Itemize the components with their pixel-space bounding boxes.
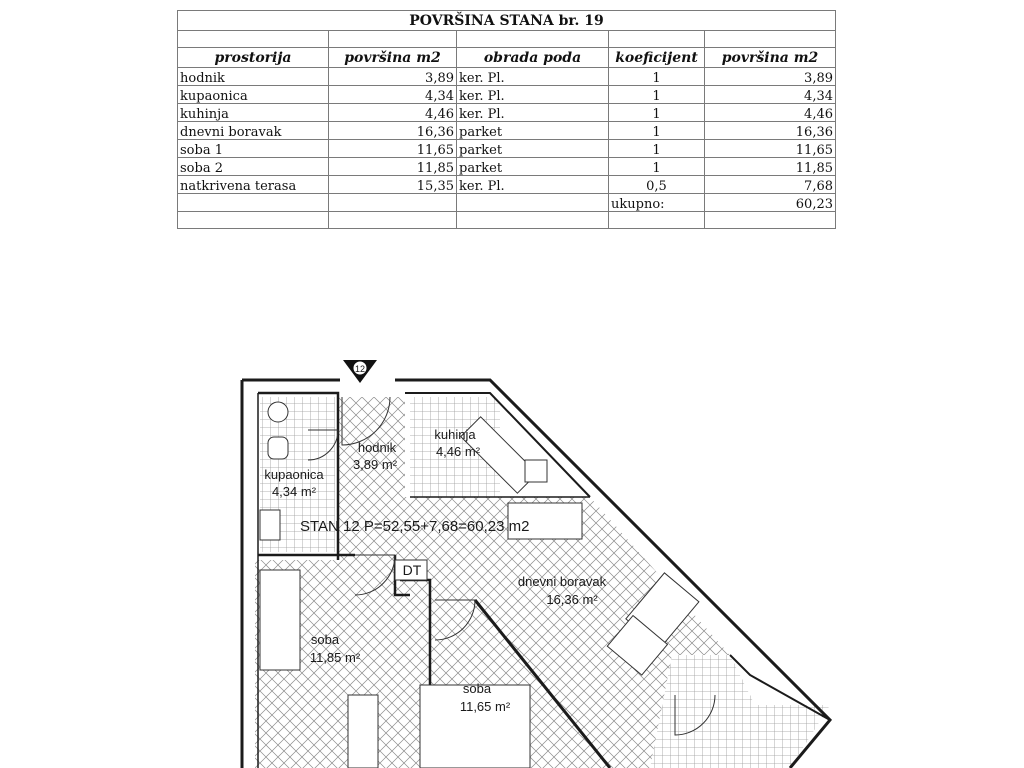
label-dnevni-area: 16,36 m² — [546, 592, 598, 607]
cell-room: soba 2 — [178, 158, 329, 176]
label-kupaonica-area: 4,34 m² — [271, 484, 317, 499]
cell-result: 4,46 — [705, 104, 836, 122]
table-spacer-row — [178, 31, 836, 48]
header-prostorija: prostorija — [178, 48, 329, 68]
cell-floor: parket — [457, 140, 609, 158]
bed-soba2-icon — [260, 570, 300, 670]
label-kuhinja-name: kuhinja — [434, 427, 476, 442]
cell-area: 3,89 — [329, 68, 457, 86]
total-label: ukupno: — [609, 194, 705, 212]
cell-area: 11,85 — [329, 158, 457, 176]
cell-result: 16,36 — [705, 122, 836, 140]
cell-coef: 1 — [609, 68, 705, 86]
cell-area: 4,34 — [329, 86, 457, 104]
cell-coef: 1 — [609, 86, 705, 104]
cell-room: dnevni boravak — [178, 122, 329, 140]
table-row — [178, 104, 836, 122]
table-spacer-row — [178, 212, 836, 229]
cell-result: 4,34 — [705, 86, 836, 104]
table-row — [178, 68, 836, 86]
cell-room: kuhinja — [178, 104, 329, 122]
label-hodnik-area: 3,89 m² — [352, 457, 398, 472]
table-row — [178, 140, 836, 158]
shower-drain-icon — [268, 402, 288, 422]
table-title: POVRŠINA STANA br. 19 — [178, 11, 836, 31]
cell-floor: parket — [457, 122, 609, 140]
bed-soba1-icon — [420, 685, 530, 768]
cell-coef: 1 — [609, 158, 705, 176]
label-kuhinja-area: 4,46 m² — [435, 444, 481, 459]
table-row — [178, 158, 836, 176]
total-value: 60,23 — [705, 194, 836, 212]
label-soba1-name: soba — [462, 681, 492, 696]
cell-room: kupaonica — [178, 86, 329, 104]
header-obrada-poda: obrada poda — [457, 48, 609, 68]
apartment-label: STAN 12 P=52,55+7,68=60,23 m2 — [300, 518, 530, 535]
header-povrsina-result: površina m2 — [705, 48, 836, 68]
toilet-icon — [268, 437, 288, 459]
cell-area: 11,65 — [329, 140, 457, 158]
shaft-label: DT — [402, 562, 422, 578]
cell-area: 16,36 — [329, 122, 457, 140]
cell-result: 7,68 — [705, 176, 836, 194]
area-table — [177, 10, 836, 229]
table-header-row — [178, 48, 836, 68]
cell-coef: 1 — [609, 140, 705, 158]
label-soba2-area: 11,85 m² — [309, 650, 361, 665]
floor-plan — [230, 355, 840, 768]
cell-coef: 1 — [609, 122, 705, 140]
header-povrsina: površina m2 — [329, 48, 457, 68]
washbasin-icon — [260, 510, 280, 540]
label-kupaonica-name: kupaonica — [264, 467, 324, 482]
wardrobe-icon — [348, 695, 378, 768]
cell-area: 4,46 — [329, 104, 457, 122]
table-row — [178, 176, 836, 194]
table-row — [178, 86, 836, 104]
label-dnevni-name: dnevni boravak — [517, 574, 607, 589]
cell-room: soba 1 — [178, 140, 329, 158]
cell-floor: ker. Pl. — [457, 104, 609, 122]
cell-floor: ker. Pl. — [457, 68, 609, 86]
apartment-marker — [343, 360, 377, 383]
cell-result: 3,89 — [705, 68, 836, 86]
cell-coef: 1 — [609, 104, 705, 122]
cell-room: natkrivena terasa — [178, 176, 329, 194]
label-soba2-name: soba — [310, 632, 340, 647]
cell-result: 11,85 — [705, 158, 836, 176]
marker-number: 12 — [354, 364, 366, 374]
cell-area: 15,35 — [329, 176, 457, 194]
table-row — [178, 122, 836, 140]
stove-icon — [525, 460, 547, 482]
label-soba1-area: 11,65 m² — [459, 699, 511, 714]
cell-floor: ker. Pl. — [457, 176, 609, 194]
cell-coef: 0,5 — [609, 176, 705, 194]
label-hodnik-name: hodnik — [357, 440, 397, 455]
cell-result: 11,65 — [705, 140, 836, 158]
cell-floor: ker. Pl. — [457, 86, 609, 104]
cell-floor: parket — [457, 158, 609, 176]
table-total-row — [178, 194, 836, 212]
cell-room: hodnik — [178, 68, 329, 86]
header-koeficijent: koeficijent — [609, 48, 705, 68]
